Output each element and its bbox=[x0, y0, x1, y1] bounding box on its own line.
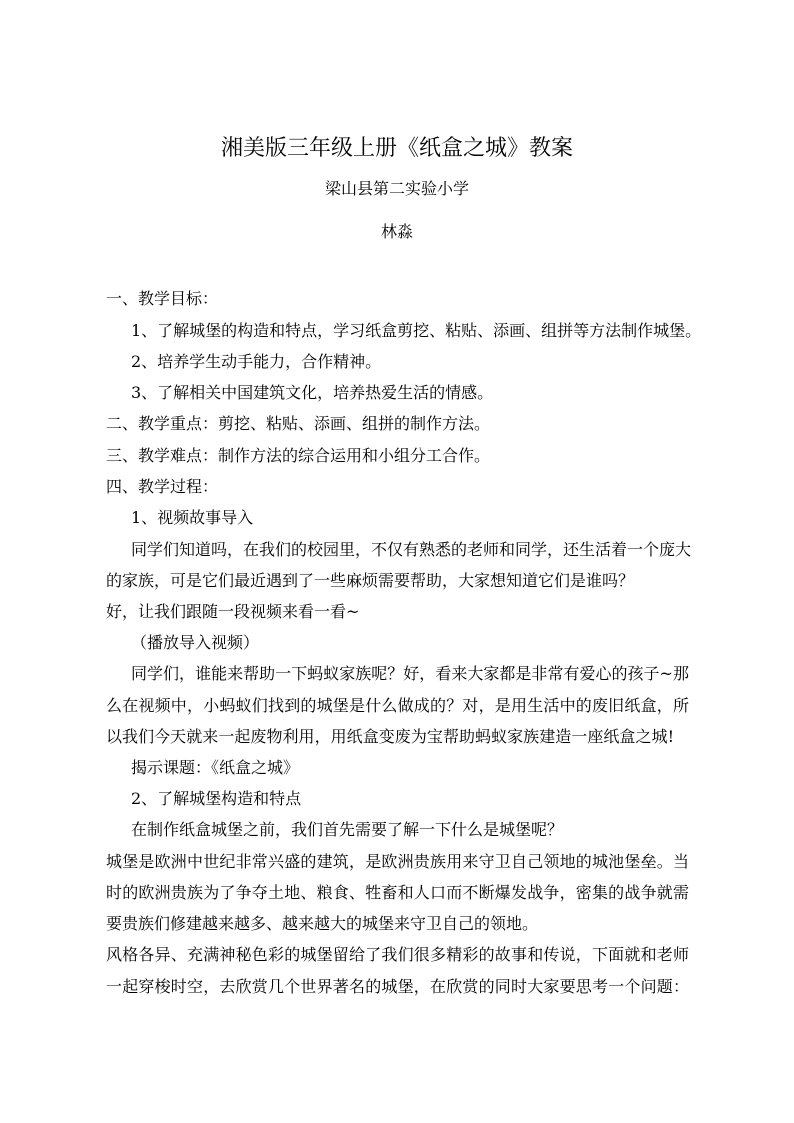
paragraph-line: 同学们知道吗，在我们的校园里，不仅有熟悉的老师和同学，还生活着一个庞大 bbox=[131, 540, 692, 559]
paragraph-line: 时的欧洲贵族为了争夺土地、粮食、牲畜和人口而不断爆发战争，密集的战争就需 bbox=[106, 883, 689, 902]
video-note: （播放导入视频） bbox=[131, 633, 260, 652]
paragraph-line: 以我们今天就来一起废物利用，用纸盒变废为宝帮助蚂蚁家族建造一座纸盒之城! bbox=[106, 727, 674, 746]
paragraph-line: 么在视频中，小蚂蚁们找到的城堡是什么做成的？对，是用生活中的废旧纸盒，所 bbox=[106, 696, 689, 715]
heading-key-points: 二、教学重点：剪挖、粘贴、添画、组拼的制作方法。 bbox=[106, 414, 491, 433]
heading-difficulties: 三、教学难点：制作方法的综合运用和小组分工合作。 bbox=[106, 446, 491, 465]
paragraph-line: 一起穿梭时空，去欣赏几个世界著名的城堡，在欣赏的同时大家要思考一个问题： bbox=[106, 977, 689, 996]
heading-process: 四、教学过程： bbox=[106, 477, 219, 496]
objective-2: 2、培养学生动手能力，合作精神。 bbox=[131, 352, 382, 371]
step-1-heading: 1、视频故事导入 bbox=[131, 508, 254, 527]
author-name: 林淼 bbox=[380, 222, 413, 241]
lesson-topic: 揭示课题：《纸盒之城》 bbox=[131, 758, 300, 777]
objective-1: 1、了解城堡的构造和特点，学习纸盒剪挖、粘贴、添画、组拼等方法制作城堡。 bbox=[131, 321, 702, 340]
school-name: 梁山县第二实验小学 bbox=[324, 179, 469, 198]
paragraph-line: 在制作纸盒城堡之前，我们首先需要了解一下什么是城堡呢？ bbox=[131, 820, 564, 839]
objective-3: 3、了解相关中国建筑文化，培养热爱生活的情感。 bbox=[131, 383, 494, 402]
paragraph-line: 风格各异、充满神秘色彩的城堡留给了我们很多精彩的故事和传说，下面就和老师 bbox=[106, 945, 689, 964]
paragraph-line: 好，让我们跟随一段视频来看一看~ bbox=[106, 602, 360, 621]
heading-objectives: 一、教学目标： bbox=[106, 289, 219, 308]
paragraph-line: 同学们，谁能来帮助一下蚂蚁家族呢？好，看来大家都是非常有爱心的孩子~那 bbox=[131, 664, 689, 683]
step-2-heading: 2、了解城堡构造和特点 bbox=[131, 789, 302, 808]
document-title: 湘美版三年级上册《纸盒之城》教案 bbox=[220, 136, 573, 161]
paragraph-line: 要贵族们修建越来越多、越来越大的城堡来守卫自己的领地。 bbox=[106, 914, 539, 933]
paragraph-line: 城堡是欧洲中世纪非常兴盛的建筑，是欧洲贵族用来守卫自己领地的城池堡垒。当 bbox=[106, 852, 689, 871]
paragraph-line: 的家族，可是它们最近遇到了一些麻烦需要帮助，大家想知道它们是谁吗？ bbox=[106, 571, 635, 590]
